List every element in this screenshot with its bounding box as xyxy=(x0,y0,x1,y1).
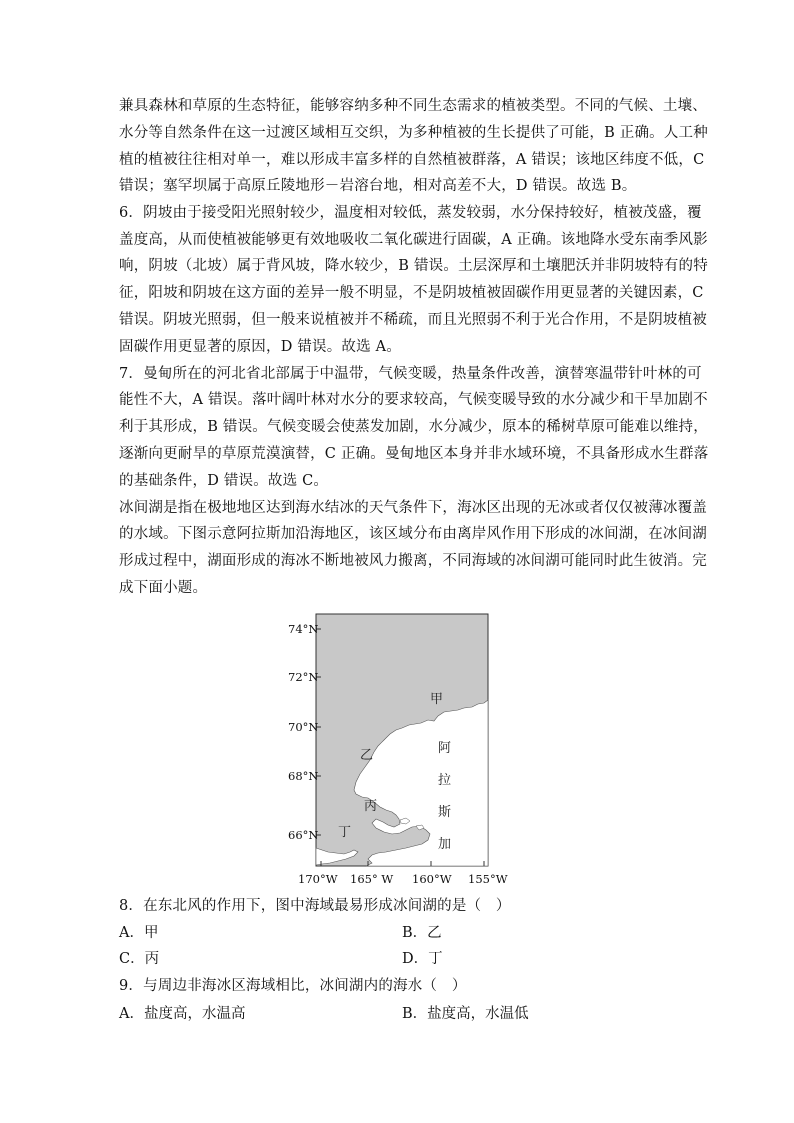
lat-label: 70°N xyxy=(288,720,319,734)
question-8-stem: 8．在东北风的作用下，图中海域最易形成冰间湖的是（ ） xyxy=(119,898,511,914)
alaska-map xyxy=(288,612,518,890)
material-line: 的水域。下图示意阿拉斯加沿海地区，该区域分布由离岸风作用下形成的冰间湖，在冰间湖 xyxy=(119,526,707,542)
place-ding: 丁 xyxy=(338,825,352,840)
q8-option-a[interactable]: A．甲 xyxy=(119,925,159,941)
place-yi: 乙 xyxy=(360,748,374,763)
q8-option-b[interactable]: B．乙 xyxy=(402,925,442,941)
answer-7-line: 逐渐向更耐旱的草原荒漠演替，C 正确。曼甸地区本身并非水域环境，不具备形成水生群落 xyxy=(119,446,709,462)
q9-option-b[interactable]: B．盐度高，水温低 xyxy=(402,1006,529,1022)
q9-option-a[interactable]: A．盐度高，水温高 xyxy=(119,1006,246,1022)
lon-label: 160°W xyxy=(412,872,452,886)
text-line: 兼具森林和草原的生态特征，能够容纳多种不同生态需求的植被类型。不同的气候、土壤、 xyxy=(119,98,707,114)
alaska-label-char: 斯 xyxy=(438,805,452,820)
lon-label: 165° W xyxy=(350,872,394,886)
place-bing: 丙 xyxy=(364,799,378,814)
material-line: 形成过程中，湖面形成的海冰不断地被风力搬离，不同海域的冰间湖可能同时此生彼消。完 xyxy=(119,553,707,569)
alaska-label-char: 加 xyxy=(438,837,452,852)
q8-option-c[interactable]: C．丙 xyxy=(119,951,160,967)
question-9-stem: 9．与周边非海冰区海域相比，冰间湖内的海水（ ） xyxy=(119,978,467,994)
alaska-label-char: 阿 xyxy=(438,741,452,756)
answer-7-line: 7．曼甸所在的河北省北部属于中温带，气候变暖，热量条件改善，演替寒温带针叶林的可 xyxy=(119,366,702,382)
q8-option-d[interactable]: D．丁 xyxy=(402,951,443,967)
text-line: 植的植被往往相对单一，难以形成丰富多样的自然植被群落，A 错误；该地区纬度不低，C xyxy=(119,152,705,168)
material-line: 冰间湖是指在极地地区达到海水结冰的天气条件下，海冰区出现的无冰或者仅仅被薄冰覆盖 xyxy=(119,500,707,516)
lat-label: 68°N xyxy=(288,769,319,783)
lat-label: 74°N xyxy=(288,622,319,636)
place-jia: 甲 xyxy=(430,692,444,707)
answer-6-line: 错误。阴坡光照弱，但一般来说植被并不稀疏，而且光照弱不利于光合作用，不是阴坡植被 xyxy=(119,312,707,328)
lat-label: 72°N xyxy=(288,670,319,684)
material-line: 成下面小题。 xyxy=(119,580,208,596)
lon-label: 170°W xyxy=(298,872,338,886)
answer-7-line: 的基础条件，D 错误。故选 C。 xyxy=(119,473,329,489)
text-line: 水分等自然条件在这一过渡区域相互交织，为多种植被的生长提供了可能，B 正确。人工种 xyxy=(119,125,708,141)
answer-6-line: 6．阴坡由于接受阳光照射较少，温度相对较低，蒸发较弱，水分保持较好，植被茂盛，覆 xyxy=(119,205,702,221)
answer-6-line: 响，阴坡（北坡）属于背风坡，降水较少，B 错误。土层深厚和土壤肥沃并非阴坡特有的特 xyxy=(119,258,708,274)
answer-6-line: 固碳作用更显著的原因，D 错误。故选 A。 xyxy=(119,339,402,355)
text-line: 错误；塞罕坝属于高原丘陵地形－岩溶台地，相对高差不大，D 错误。故选 B。 xyxy=(119,178,637,194)
answer-6-line: 盖度高，从而使植被能够更有效地吸收二氧化碳进行固碳，A 正确。该地降水受东南季风影 xyxy=(119,232,708,248)
lat-label: 66°N xyxy=(288,828,319,842)
lon-label: 155°W xyxy=(468,872,508,886)
answer-6-line: 征，阳坡和阴坡在这方面的差异一般不明显，不是阴坡植被固碳作用更显著的关键因素，C xyxy=(119,285,704,301)
answer-7-line: 能性不大，A 错误。落叶阔叶林对水分的要求较高，气候变暖导致的水分减少和干旱加剧不 xyxy=(119,392,708,408)
alaska-label-char: 拉 xyxy=(438,773,452,788)
answer-7-line: 利于其形成，B 错误。气候变暖会使蒸发加剧，水分减少，原本的稀树草原可能难以维持， xyxy=(119,419,708,435)
